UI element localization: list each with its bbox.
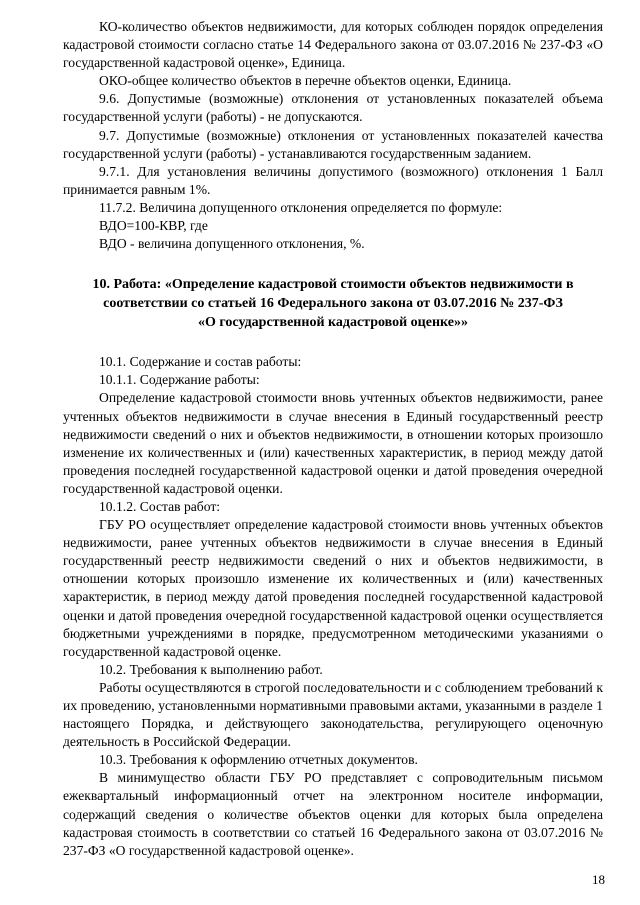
paragraph-9-7-1: 9.7.1. Для установления величины допустимого (возможного) отклонения 1 Балл принимается равным 1%. (63, 163, 603, 197)
section-heading-line: 10. Работа: «Определение кадастровой стоимости объектов недвижимости в (92, 277, 574, 293)
paragraph-oko-definition: ОКО-общее количество объектов в перечне объектов оценки, Единица. (99, 73, 512, 89)
section-heading-line: соответствии со статьей 16 Федерального закона от 03.07.2016 № 237-ФЗ (103, 296, 563, 312)
paragraph-work-content: Определение кадастровой стоимости вновь учтенных объектов недвижимости, ранее учтенных объектов недвижимости в случае внесения в Единый государственный реестр недвижимости сведений о них и объектов недвижимости, в отношении которых произошло изменение их количественных и (или) качественных характеристик, в период между датой проведения последней государственной кадастровой оценки и датой проведения очередной государственной кадастровой оценки. (63, 390, 603, 496)
paragraph-ko-definition: КО-количество объектов недвижимости, для которых соблюден порядок определения кадастровой стоимости согласно статье 14 Федерального закона от 03.07.2016 № 237-ФЗ «О государственной кадастровой оценке», Единица. (63, 19, 603, 71)
paragraph-report-requirements: В минимущество области ГБУ РО представляет с сопроводительным письмом ежеквартальный информационный отчет на электронном носителе информации, содержащий сведения о количестве объектов оценки для которых была определена кадастровая стоимость в соответствии со статьей 16 Федерального закона от 03.07.2016 № 237-ФЗ «О государственной кадастровой оценке». (63, 770, 603, 858)
paragraph-10-2: 10.2. Требования к выполнению работ. (99, 661, 323, 677)
paragraph-9-6: 9.6. Допустимые (возможные) отклонения от установленных показателей объема государственной услуги (работы) - не допускаются. (63, 91, 603, 125)
paragraph-10-3: 10.3. Требования к оформлению отчетных документов. (99, 752, 418, 768)
paragraph-vdo-definition: ВДО - величина допущенного отклонения, %. (99, 236, 365, 252)
paragraph-11-7-2: 11.7.2. Величина допущенного отклонения определяется по формуле: (99, 199, 503, 215)
paragraph-9-7: 9.7. Допустимые (возможные) отклонения от установленных показателей качества государственной услуги (работы) - устанавливаются государственным заданием. (63, 127, 603, 161)
section-10-heading (63, 275, 603, 332)
page-number: 18 (592, 872, 605, 887)
paragraph-work-requirements: Работы осуществляются в строгой последовательности и с соблюдением требований к их проведению, установленными нормативными правовыми актами, указанными в разделе 1 настоящего Порядка, и действующего законодательства, регулирующего оценочную деятельность в Российской Федерации. (63, 679, 603, 750)
document-page (63, 18, 603, 860)
formula-line: ВДО=100-КВР, где (99, 218, 208, 234)
paragraph-10-1: 10.1. Содержание и состав работы: (99, 354, 302, 370)
paragraph-work-composition: ГБУ РО осуществляет определение кадастровой стоимости вновь учтенных объектов недвижимости, ранее учтенных объектов недвижимости в случае внесения в Единый государственный реестр недвижимости сведений о них и объектов недвижимости, в отношении которых произошло изменение их количественных и (или) качественных характеристик, в период между датой проведения последней государственной кадастровой оценки и датой проведения очередной государственной кадастровой оценки осуществляется бюджетными учреждениями в порядке, предусмотренном методическими указаниями о государственной кадастровой оценке. (63, 517, 603, 659)
section-heading-line: «О государственной кадастровой оценке»» (198, 315, 468, 331)
paragraph-10-1-2: 10.1.2. Состав работ: (99, 498, 221, 514)
paragraph-10-1-1: 10.1.1. Содержание работы: (99, 372, 260, 388)
